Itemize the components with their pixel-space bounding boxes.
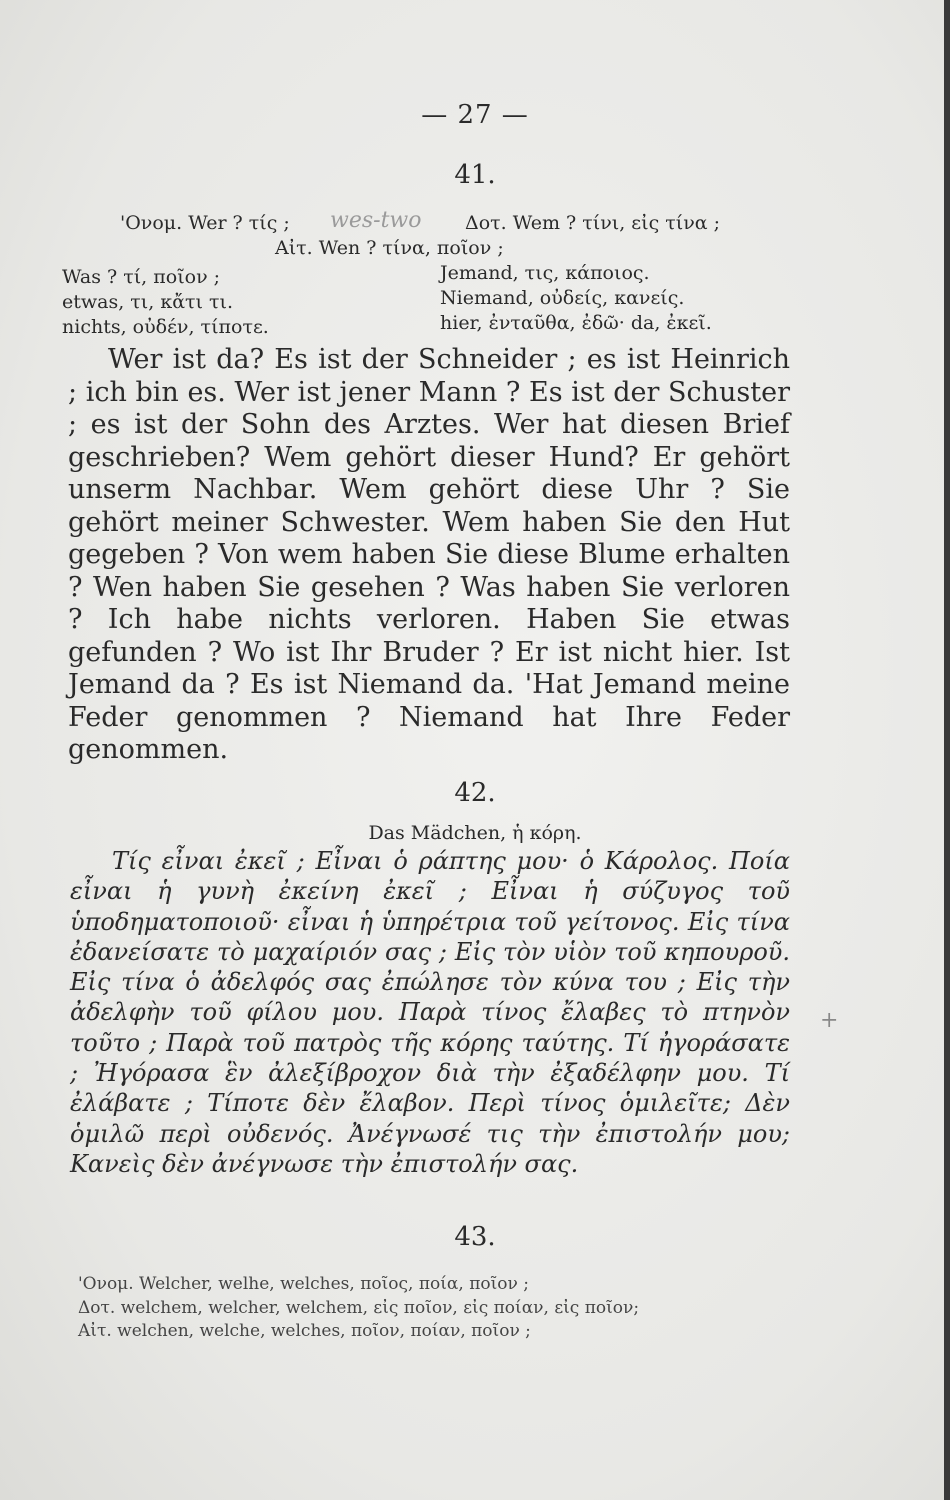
vocab-dat: Δοτ. Wem ? τίνι, εἰς τίνα ;: [465, 212, 721, 234]
section-41-text: Wer ist da? Es ist der Schneider ; es ist Heinrich ; ich bin es. Wer ist jener Mann ? Es ist der Schuster ; es ist der Sohn des Arztes. Wer hat diesen Brief geschrieben? Wem gehört dieser Hund? Er gehört unserm Nachbar. Wem gehört diese Uhr ? Sie gehört meiner Schwester. Wem haben Sie den Hut gegeben ? Von wem haben Sie diese Blume erhalten ? Wen haben Sie gesehen ? Was haben Sie verloren ? Ich habe nichts verloren. Haben Sie etwas gefunden ? Wo ist Ihr Bruder ? Er ist nicht hier. Ist Jemand da ? Es ist Niemand da. 'Hat Jemand meine Feder genommen ? Niemand hat Ihre Feder genommen.: [68, 344, 790, 765]
page-edge: [944, 0, 950, 1500]
section-43-row-0: 'Ονομ. Welcher, welhe, welches, ποῖος, ποία, ποῖον ;: [78, 1274, 529, 1294]
page-number: — 27 —: [421, 100, 529, 130]
section-43-row-2: Αἰτ. welchen, welche, welches, ποῖον, ποίαν, ποῖον ;: [78, 1321, 531, 1341]
section-42-heading: 42.: [454, 778, 496, 808]
vocab-right-2: hier, ἐνταῦθα, ἐδῶ· da, ἐκεῖ.: [440, 312, 712, 334]
pencil-note: wes-two: [330, 208, 422, 233]
section-42-subtitle: Das Mädchen, ἡ κόρη.: [368, 822, 582, 844]
section-41-heading: 41.: [454, 160, 496, 190]
vocab-right-0: Jemand, τις, κάποιος.: [440, 262, 650, 284]
vocab-right-1: Niemand, οὐδείς, κανείς.: [440, 287, 685, 309]
vocab-acc: Αἰτ. Wen ? τίνα, ποῖον ;: [275, 237, 504, 259]
vocab-left-2: nichts, οὐδέν, τίποτε.: [62, 316, 269, 338]
section-43-row-1: Δοτ. welchem, welcher, welchem, εἰς ποῖον, εἰς ποίαν, εἰς ποῖον;: [78, 1298, 640, 1318]
margin-mark: +: [820, 1008, 839, 1033]
section-42-text: Τίς εἶναι ἐκεῖ ; Εἶναι ὁ ράπτης μου· ὁ Κάρολος. Ποία εἶναι ἡ γυνὴ ἐκείνη ἐκεῖ ; Εἶναι ἡ σύζυγος τοῦ ὑποδηματοποιοῦ· εἶναι ἡ ὑπηρέτρια τοῦ γείτονος. Εἰς τίνα ἐδανείσατε τὸ μαχαίριόν σας ; Εἰς τὸν υἱὸν τοῦ κηπουροῦ. Εἰς τίνα ὁ ἀδελφός σας ἐπώλησε τὸν κύνα του ; Εἰς τὴν ἀδελφὴν τοῦ φίλου μου. Παρὰ τίνος ἔλαβες τὸ πτηνὸν τοῦτο ; Παρὰ τοῦ πατρὸς τῆς κόρης ταύτης. Τί ἠγοράσατε ; Ἠγόρασα ἓν ἀλεξίβροχον διὰ τὴν ἐξαδέλφην μου. Τί ἐλάβατε ; Τίποτε δὲν ἔλαβον. Περὶ τίνος ὁμιλεῖτε; Δὲν ὁμιλῶ περὶ οὐδενός. Ἀνέγνωσέ τις τὴν ἐπιστολήν μου; Κανεὶς δὲν ἀνέγνωσε τὴν ἐπιστολήν σας.: [70, 847, 790, 1178]
vocab-nom: 'Ονομ. Wer ? τίς ;: [120, 212, 290, 234]
vocab-left-1: etwas, τι, κἄτι τι.: [62, 291, 234, 313]
section-43-heading: 43.: [454, 1222, 496, 1252]
vocab-left-0: Was ? τί, ποῖον ;: [62, 266, 221, 288]
